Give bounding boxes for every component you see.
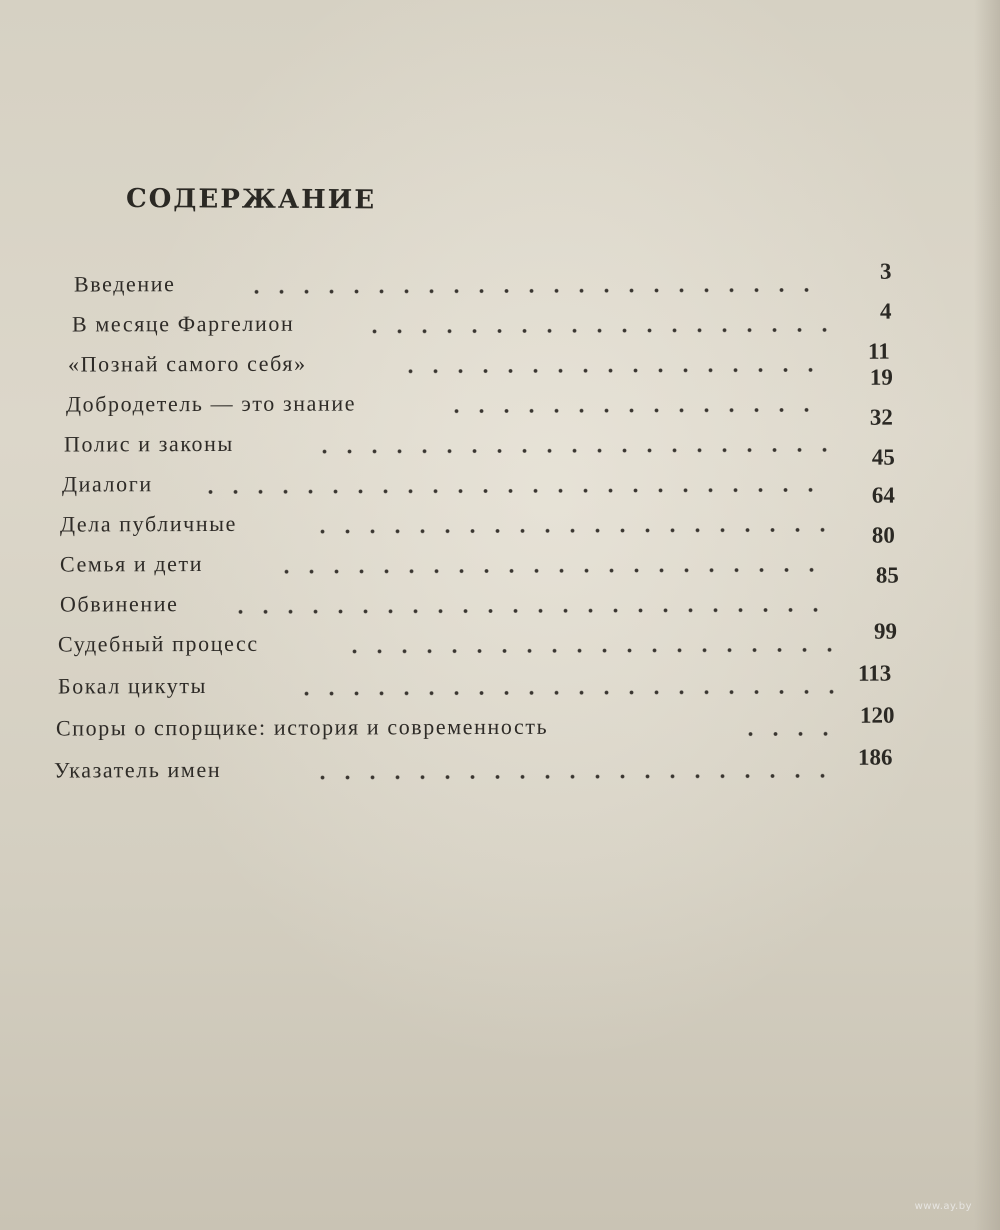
toc-entry-label: Бокал цикуты [57, 672, 207, 699]
toc-entry-label: Указатель имен [53, 756, 222, 783]
watermark-text: www.ay.by [914, 1201, 972, 1212]
toc-entry [67, 338, 928, 385]
toc-entry-label: Диалоги [61, 471, 153, 497]
toc-entry-page: 11 [867, 338, 890, 364]
toc-entry-label: В месяце Фаргелион [71, 310, 295, 337]
toc-entry-label: Дела публичные [59, 510, 237, 537]
toc-entry-label: Введение [73, 271, 176, 297]
toc-entry-page: 32 [869, 404, 893, 430]
toc-leader-dots [444, 407, 824, 414]
toc-entry [57, 660, 918, 707]
toc-entry-page: 3 [879, 258, 892, 284]
toc-leader-dots [294, 689, 842, 697]
toc-entry-page: 19 [869, 364, 893, 390]
toc-entry-page: 113 [857, 660, 892, 686]
toc-leader-dots [342, 647, 842, 655]
toc-leader-dots [198, 487, 828, 495]
toc-entry-page: 99 [873, 618, 898, 644]
toc-entry [55, 702, 916, 749]
toc-entry-page: 85 [875, 562, 899, 588]
toc-entry [57, 618, 918, 665]
toc-leader-dots [228, 607, 838, 615]
toc-entry-label: Добродетель — это знание [65, 390, 357, 417]
toc-leader-dots [310, 527, 830, 535]
toc-entry-page: 80 [871, 522, 895, 548]
toc-leader-dots [312, 447, 832, 455]
toc-entry-label: Обвинение [59, 591, 179, 617]
toc-leader-dots [244, 287, 814, 295]
toc-entry-label: Судебный процесс [57, 630, 259, 657]
toc-entry-page: 64 [871, 482, 895, 508]
toc-entry-label: Споры о спорщике: история и современность [55, 713, 549, 741]
toc-entry [65, 364, 926, 425]
toc-leader-dots [310, 773, 840, 781]
toc-leader-dots [362, 327, 832, 335]
page-edge-shadow [974, 0, 1000, 1230]
toc-entry-page: 4 [879, 298, 892, 324]
toc-leader-dots [738, 731, 838, 737]
toc-entry [53, 744, 914, 791]
toc-entry-label: Полис и законы [63, 430, 234, 457]
toc-leader-dots [398, 367, 818, 374]
page-title: СОДЕРЖАНИЕ [125, 184, 377, 216]
toc-entry-label: Семья и дети [59, 551, 204, 577]
toc-leader-dots [274, 567, 834, 575]
toc-entry-page: 186 [857, 744, 893, 770]
toc-entry [61, 444, 922, 505]
toc-entry [63, 404, 924, 465]
toc-entry [71, 298, 932, 345]
toc-entry [73, 258, 934, 305]
toc-entry-page: 120 [859, 702, 895, 728]
toc-entry-label: «Познай самого себя» [67, 350, 307, 377]
toc-entry-page: 45 [871, 444, 895, 470]
